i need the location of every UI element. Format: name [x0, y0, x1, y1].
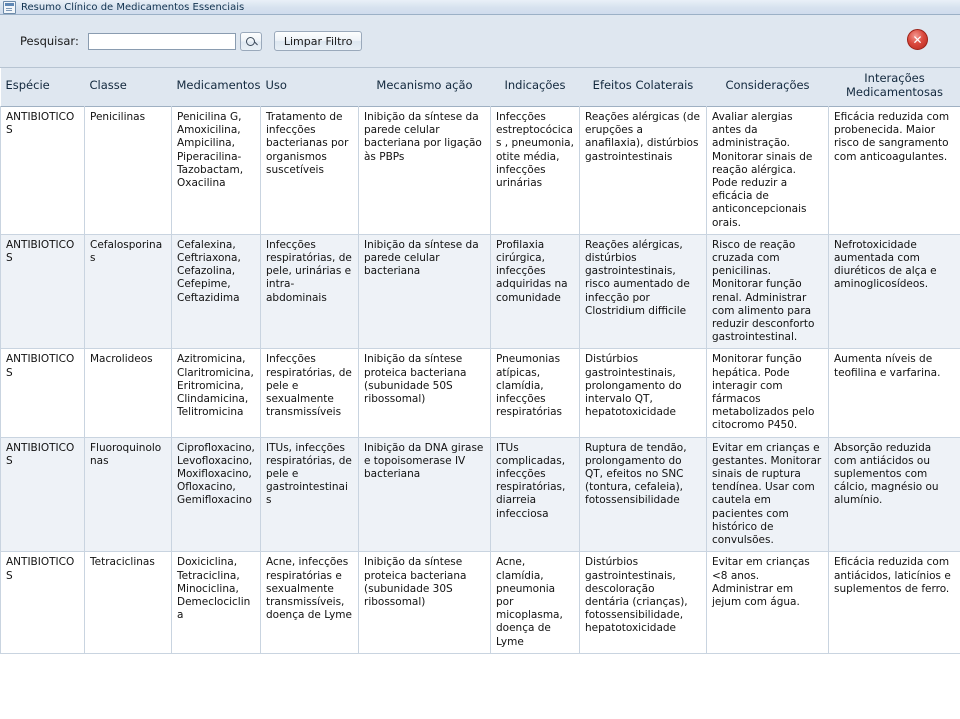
cell-indicacoes: ITUs complicadas, infecções respiratórias, diarreia infecciosa	[491, 437, 580, 552]
cell-efeitos: Distúrbios gastrointestinais, prolongamento do intervalo QT, hepatotoxicidade	[580, 349, 707, 437]
cell-especie: ANTIBIOTICOS	[1, 552, 85, 653]
cell-efeitos: Reações alérgicas (de erupções a anafilaxia), distúrbios gastrointestinais	[580, 107, 707, 235]
cell-classe: Tetraciclinas	[85, 552, 172, 653]
search-label: Pesquisar:	[20, 34, 79, 48]
column-header-efeitos-colaterais[interactable]: Efeitos Colaterais	[580, 68, 707, 107]
table-header-row	[1, 68, 960, 107]
cell-uso: Tratamento de infecções bacterianas por organismos suscetíveis	[261, 107, 359, 235]
column-header-indicacoes[interactable]: Indicações	[491, 68, 580, 107]
cell-medicamentos: Penicilina G, Amoxicilina, Ampicilina, Piperacilina-Tazobactam, Oxacilina	[172, 107, 261, 235]
cell-interacoes: Aumenta níveis de teofilina e varfarina.	[829, 349, 960, 437]
table-header	[1, 68, 960, 107]
cell-interacoes: Eficácia reduzida com antiácidos, laticínios e suplementos de ferro.	[829, 552, 960, 653]
cell-indicacoes: Acne, clamídia, pneumonia por micoplasma, doença de Lyme	[491, 552, 580, 653]
cell-efeitos: Ruptura de tendão, prolongamento do QT, efeitos no SNC (tontura, cefaleia), fotossensibilidade	[580, 437, 707, 552]
document-icon	[3, 1, 16, 14]
table-row[interactable]	[1, 349, 960, 437]
cell-uso: Infecções respiratórias, de pele e sexualmente transmissíveis	[261, 349, 359, 437]
title-bar	[0, 0, 960, 15]
cell-especie: ANTIBIOTICOS	[1, 349, 85, 437]
column-header-mecanismo-acao[interactable]: Mecanismo ação	[359, 68, 491, 107]
medications-table-container	[0, 67, 960, 719]
close-icon: ✕	[912, 32, 923, 47]
table-body	[1, 107, 960, 654]
cell-mecanismo: Inibição da síntese proteica bacteriana (subunidade 50S ribossomal)	[359, 349, 491, 437]
medications-table	[0, 68, 960, 654]
column-header-consideracoes[interactable]: Considerações	[707, 68, 829, 107]
cell-especie: ANTIBIOTICOS	[1, 107, 85, 235]
column-header-interacoes-medicamentosas[interactable]: Interações Medicamentosas	[829, 68, 960, 107]
cell-indicacoes: Pneumonias atípicas, clamídia, infecções respiratórias	[491, 349, 580, 437]
cell-medicamentos: Ciprofloxacino, Levofloxacino, Moxifloxacino, Ofloxacino, Gemifloxacino	[172, 437, 261, 552]
cell-classe: Macrolideos	[85, 349, 172, 437]
cell-medicamentos: Azitromicina, Claritromicina, Eritromicina, Clindamicina, Telitromicina	[172, 349, 261, 437]
cell-uso: ITUs, infecções respiratórias, de pele e gastrointestinais	[261, 437, 359, 552]
window-title: Resumo Clínico de Medicamentos Essenciais	[21, 1, 245, 13]
cell-mecanismo: Inibição da síntese da parede celular bacteriana por ligação às PBPs	[359, 107, 491, 235]
cell-uso: Infecções respiratórias, de pele, urinárias e intra-abdominais	[261, 234, 359, 349]
magnifier-icon	[246, 37, 255, 46]
cell-interacoes: Nefrotoxicidade aumentada com diuréticos de alça e aminoglicosídeos.	[829, 234, 960, 349]
table-row[interactable]	[1, 552, 960, 653]
cell-interacoes: Eficácia reduzida com probenecida. Maior risco de sangramento com anticoagulantes.	[829, 107, 960, 235]
cell-efeitos: Reações alérgicas, distúrbios gastrointestinais, risco aumentado de infecção por Clostridium difficile	[580, 234, 707, 349]
cell-classe: Fluoroquinolonas	[85, 437, 172, 552]
search-input[interactable]	[88, 33, 236, 50]
cell-especie: ANTIBIOTICOS	[1, 437, 85, 552]
column-header-especie[interactable]: Espécie	[1, 68, 85, 107]
clear-filter-button[interactable]: Limpar Filtro	[274, 31, 363, 51]
cell-interacoes: Absorção reduzida com antiácidos ou suplementos com cálcio, magnésio ou alumínio.	[829, 437, 960, 552]
cell-medicamentos: Cefalexina, Ceftriaxona, Cefazolina, Cefepime, Ceftazidima	[172, 234, 261, 349]
cell-consideracoes: Evitar em crianças e gestantes. Monitorar sinais de ruptura tendínea. Usar com cautela em pacientes com histórico de convulsões.	[707, 437, 829, 552]
cell-uso: Acne, infecções respiratórias e sexualmente transmissíveis, doença de Lyme	[261, 552, 359, 653]
table-row[interactable]	[1, 437, 960, 552]
cell-indicacoes: Infecções estreptocócicas , pneumonia, otite média, infecções urinárias	[491, 107, 580, 235]
cell-mecanismo: Inibição da síntese da parede celular bacteriana	[359, 234, 491, 349]
column-header-medicamentos[interactable]: Medicamentos	[172, 68, 261, 107]
cell-indicacoes: Profilaxia cirúrgica, infecções adquiridas na comunidade	[491, 234, 580, 349]
cell-classe: Cefalosporinas	[85, 234, 172, 349]
column-header-uso[interactable]: Uso	[261, 68, 359, 107]
table-row[interactable]	[1, 234, 960, 349]
column-header-classe[interactable]: Classe	[85, 68, 172, 107]
cell-medicamentos: Doxiciclina, Tetraciclina, Minociclina, Demeclociclina	[172, 552, 261, 653]
cell-consideracoes: Monitorar função hepática. Pode interagir com fármacos metabolizados pelo citocromo P450.	[707, 349, 829, 437]
cell-consideracoes: Risco de reação cruzada com penicilinas. Monitorar função renal. Administrar com alimento para reduzir desconforto gastrointestinal.	[707, 234, 829, 349]
cell-mecanismo: Inibição da DNA girase e topoisomerase IV bacteriana	[359, 437, 491, 552]
cell-consideracoes: Evitar em crianças <8 anos. Administrar em jejum com água.	[707, 552, 829, 653]
filter-toolbar	[0, 15, 960, 67]
cell-efeitos: Distúrbios gastrointestinais, descoloração dentária (crianças), fotossensibilidade, hepatotoxicidade	[580, 552, 707, 653]
search-button[interactable]	[240, 32, 262, 51]
table-row[interactable]	[1, 107, 960, 235]
cell-classe: Penicilinas	[85, 107, 172, 235]
close-button[interactable]	[907, 29, 928, 50]
cell-mecanismo: Inibição da síntese proteica bacteriana (subunidade 30S ribossomal)	[359, 552, 491, 653]
cell-consideracoes: Avaliar alergias antes da administração. Monitorar sinais de reação alérgica. Pode reduzir a eficácia de anticoncepcionais orais.	[707, 107, 829, 235]
cell-especie: ANTIBIOTICOS	[1, 234, 85, 349]
